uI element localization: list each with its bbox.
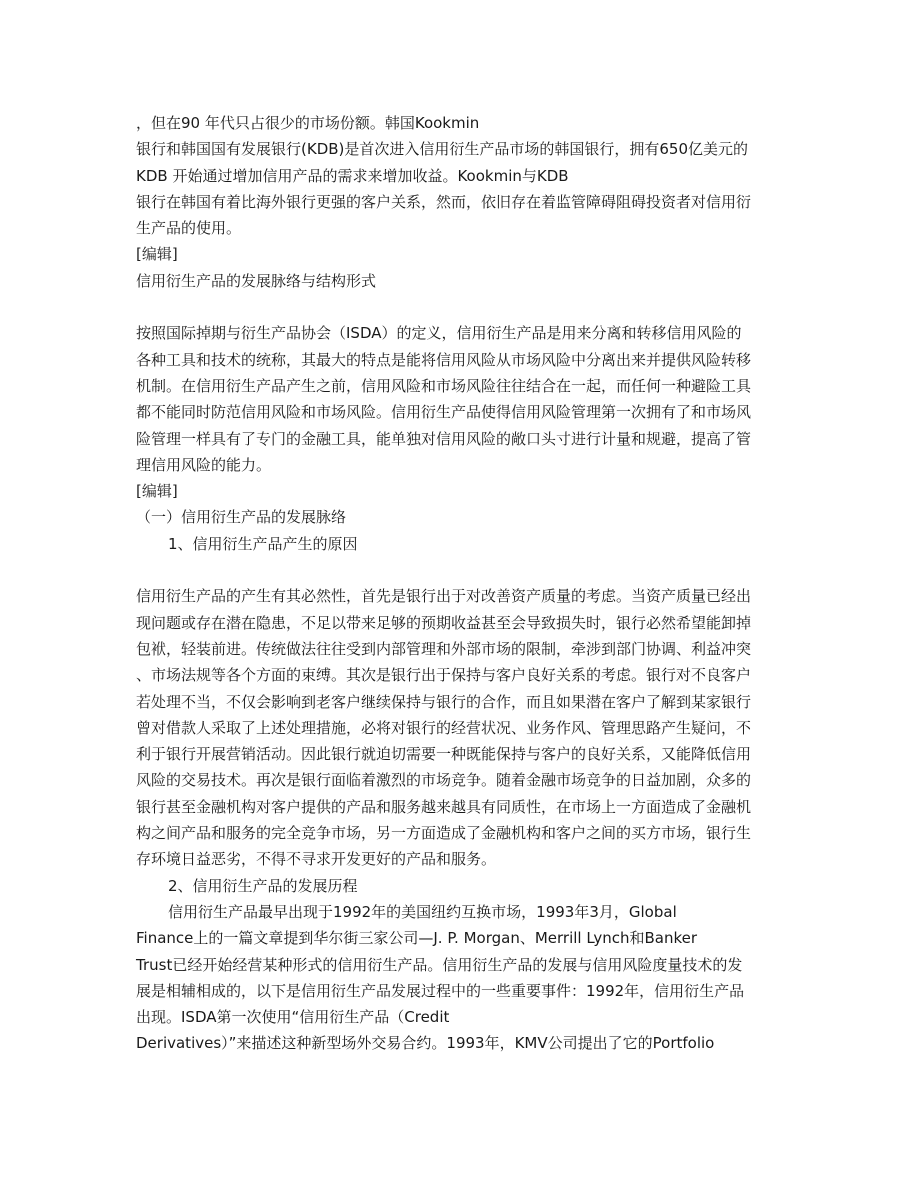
text-line: 银行在韩国有着比海外银行更强的客户关系，然而，依旧存在着监管障碍阻碍投资者对信用衍	[136, 192, 752, 211]
text-line: 展是相辅相成的，以下是信用衍生产品发展过程中的一些重要事件：1992年，信用衍生产品	[136, 981, 745, 1000]
text-line: KDB 开始通过增加信用产品的需求来增加收益。Kookmin与KDB	[136, 166, 569, 185]
text-line: 现问题或存在潜在隐患，不足以带来足够的预期收益甚至会导致损失时，银行必然希望能卸掉	[136, 613, 752, 632]
text-line: Trust已经开始经营某种形式的信用衍生产品。信用衍生产品的发展与信用风险度量技术的发	[136, 955, 743, 974]
history-paragraph	[136, 899, 786, 1057]
definition-paragraph	[136, 320, 786, 478]
spacer	[136, 294, 786, 320]
edit-link[interactable]: [编辑]	[136, 482, 178, 501]
text-line: 包袱，轻装前进。传统做法往往受到内部管理和外部市场的限制，牵涉到部门协调、利益冲突	[136, 639, 752, 658]
text-line: 出现。ISDA第一次使用“信用衍生产品（Credit	[136, 1008, 450, 1027]
text-line: 构之间产品和服务的完全竞争市场，另一方面造成了金融机构和客户之间的买方市场，银行生	[136, 824, 752, 843]
edit-link[interactable]: [编辑]	[136, 245, 178, 264]
text-line: 利于银行开展营销活动。因此银行就迫切需要一种既能保持与客户的良好关系，又能降低信用	[136, 745, 752, 764]
spacer	[136, 557, 786, 583]
text-line: 银行和韩国国有发展银行(KDB)是首次进入信用衍生产品市场的韩国银行，拥有650亿美元的	[136, 140, 749, 159]
intro-paragraph	[136, 110, 786, 241]
text-line: 存环境日益恶劣，不得不寻求开发更好的产品和服务。	[136, 850, 497, 869]
subsection-heading: （一）信用衍生产品的发展脉络	[136, 508, 347, 527]
text-line: 机制。在信用衍生产品产生之前，信用风险和市场风险往往结合在一起，而任何一种避险工具	[136, 376, 752, 395]
text-line: 按照国际掉期与衍生产品协会（ISDA）的定义，信用衍生产品是用来分离和转移信用风险的	[136, 324, 742, 343]
text-line: 若处理不当，不仅会影响到老客户继续保持与银行的合作，而且如果潜在客户了解到某家银行	[136, 692, 752, 711]
text-line: 各种工具和技术的统称，其最大的特点是能将信用风险从市场风险中分离出来并提供风险转移	[136, 350, 752, 369]
reasons-paragraph	[136, 583, 786, 872]
text-line: 险管理一样具有了专门的金融工具，能单独对信用风险的敞口头寸进行计量和规避，提高了管	[136, 429, 752, 448]
subsubsection-heading: 1、信用衍生产品产生的原因	[168, 534, 358, 553]
text-line: Finance上的一篇文章提到华尔街三家公司—J. P. Morgan、Merrill Lynch和Banker	[136, 929, 698, 948]
text-line: 生产品的使用。	[136, 219, 242, 238]
subsubsection-heading: 2、信用衍生产品的发展历程	[168, 876, 358, 895]
text-line: 、市场法规等各个方面的束缚。其次是银行出于保持与客户良好关系的考虑。银行对不良客户	[136, 666, 752, 685]
text-line: 都不能同时防范信用风险和市场风险。信用衍生产品使得信用风险管理第一次拥有了和市场风	[136, 403, 752, 422]
text-line: 信用衍生产品最早出现于1992年的美国纽约互换市场，1993年3月，Global	[168, 902, 677, 921]
text-line: ，但在90 年代只占很少的市场份额。韩国Kookmin	[136, 114, 480, 132]
text-line: 银行甚至金融机构对客户提供的产品和服务越来越具有同质性，在市场上一方面造成了金融机	[136, 797, 752, 816]
text-line: Derivatives）”来描述这种新型场外交易合约。1993年，KMV公司提出了它的Portfolio	[136, 1034, 715, 1053]
text-line: 风险的交易技术。再次是银行面临着激烈的市场竞争。随着金融市场竞争的日益加剧，众多的	[136, 771, 752, 790]
document-page	[136, 110, 786, 1057]
text-line: 曾对借款人采取了上述处理措施，必将对银行的经营状况、业务作风、管理思路产生疑问，不	[136, 718, 752, 737]
text-line: 信用衍生产品的产生有其必然性，首先是银行出于对改善资产质量的考虑。当资产质量已经出	[136, 587, 752, 606]
text-line: 理信用风险的能力。	[136, 455, 272, 474]
section-heading: 信用衍生产品的发展脉络与结构形式	[136, 271, 377, 290]
